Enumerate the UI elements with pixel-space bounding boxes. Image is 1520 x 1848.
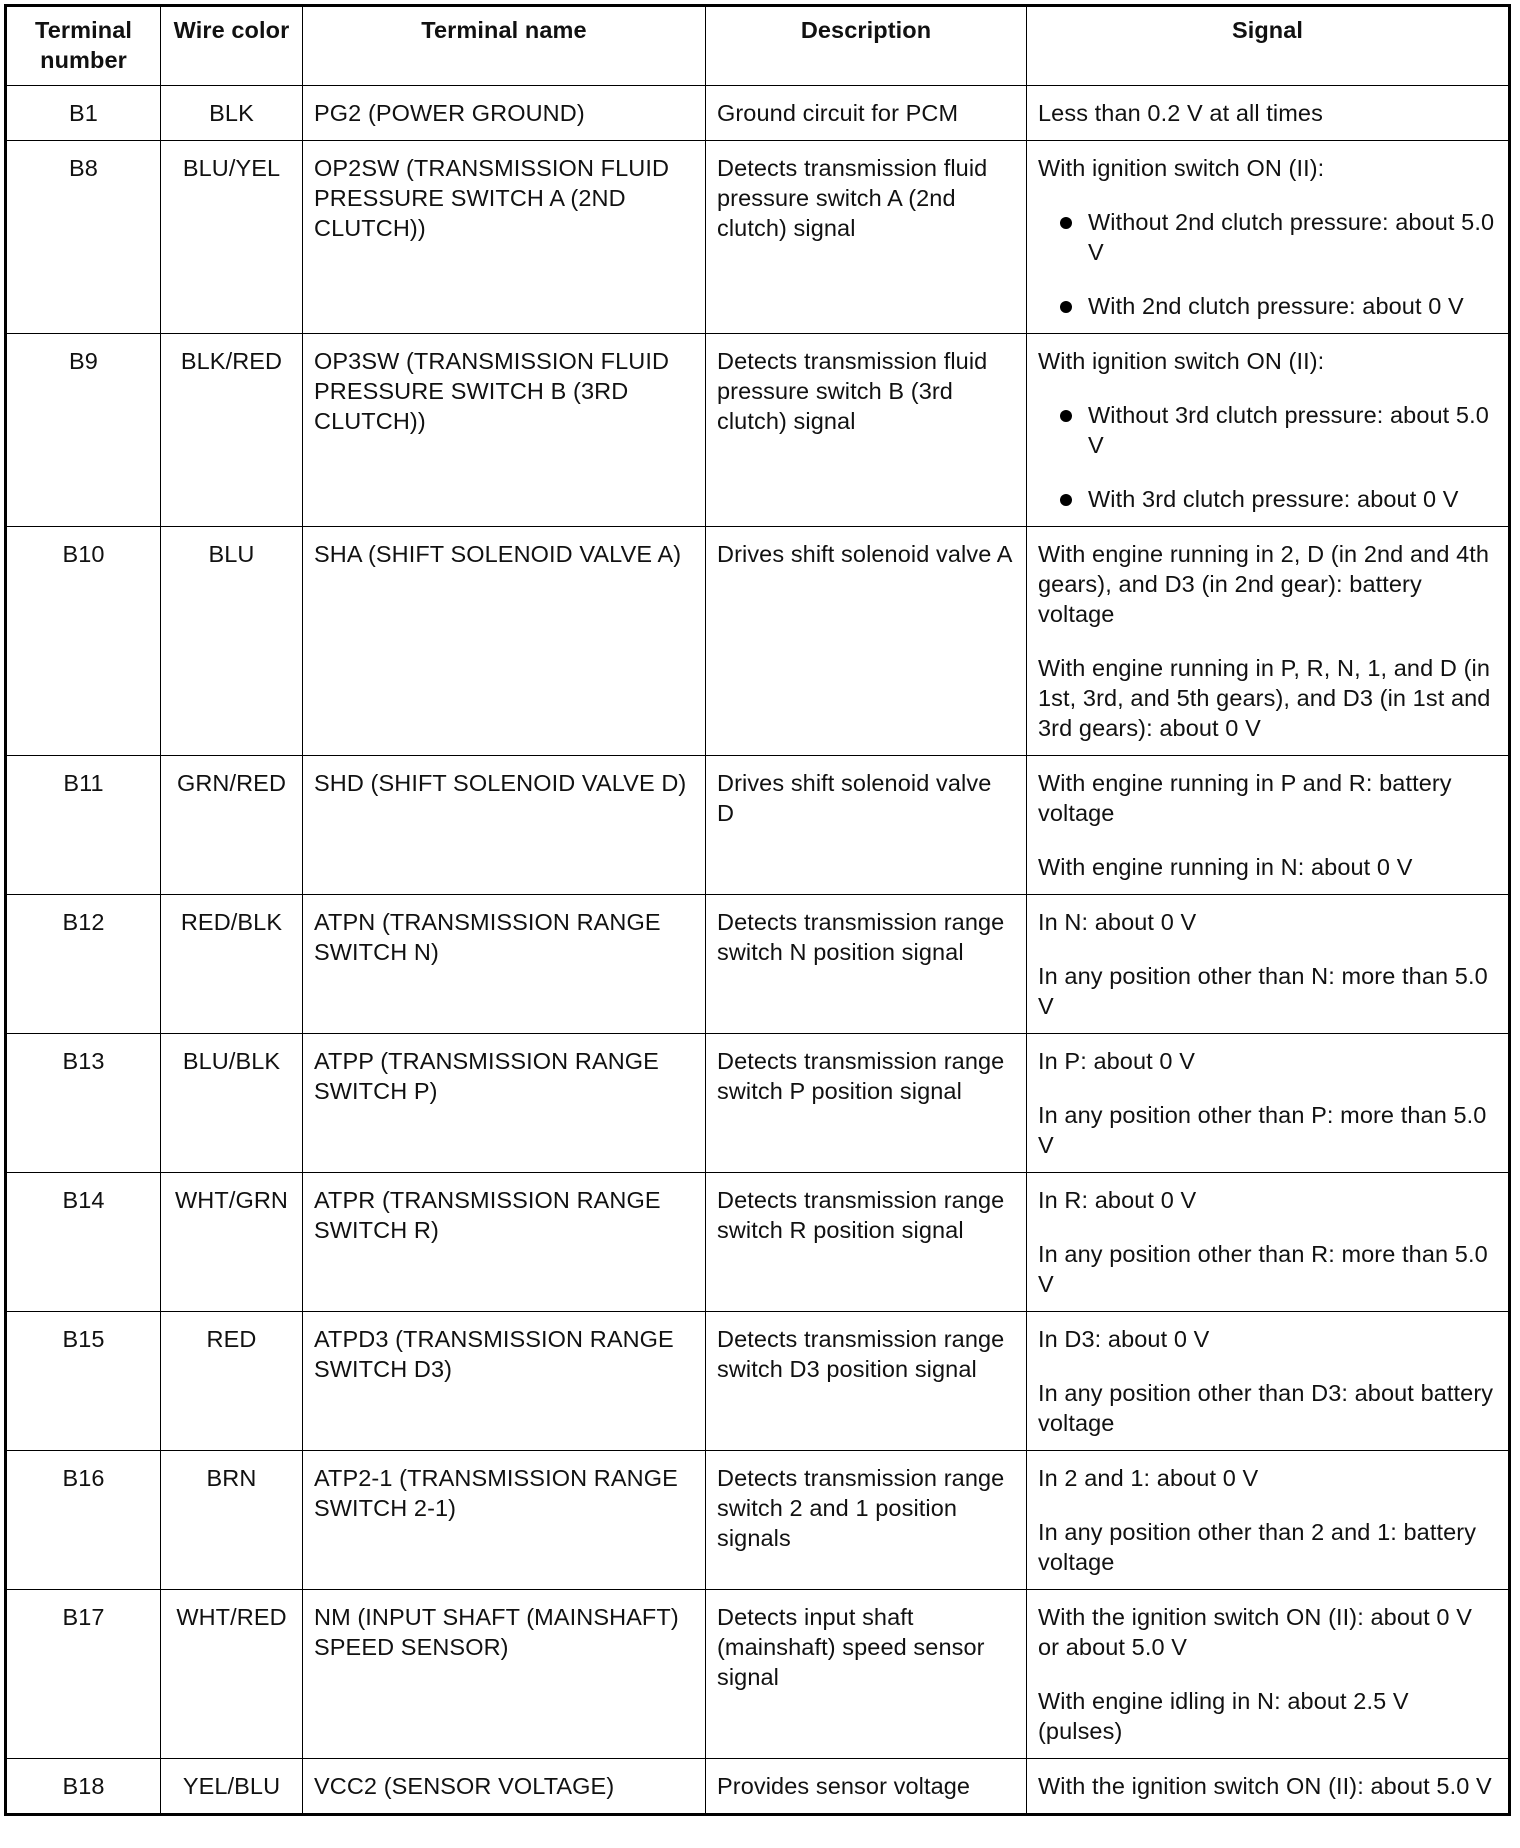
- signal-line: With engine running in N: about 0 V: [1038, 854, 1413, 880]
- signal-line: With the ignition switch ON (II): about 0 V or about 5.0 V: [1038, 1604, 1473, 1660]
- signal-line: In any position other than P: more than 5.0 V: [1038, 1102, 1487, 1158]
- table-row: [6, 86, 1510, 141]
- bullet-dot-icon: [1060, 494, 1072, 506]
- terminal-name-cell: PG2 (POWER GROUND): [303, 86, 706, 141]
- terminal-number-cell: B16: [6, 1451, 161, 1590]
- signal-line: In any position other than N: more than 5.0 V: [1038, 963, 1488, 1019]
- wire-color-cell: YEL/BLU: [161, 1759, 303, 1815]
- terminal-name-cell: SHD (SHIFT SOLENOID VALVE D): [303, 756, 706, 895]
- wire-color-cell: GRN/RED: [161, 756, 303, 895]
- terminal-name-cell: ATPD3 (TRANSMISSION RANGE SWITCH D3): [303, 1312, 706, 1451]
- terminal-number-cell: B14: [6, 1173, 161, 1312]
- description-cell: Ground circuit for PCM: [706, 86, 1027, 141]
- signal-bullet-text: With 3rd clutch pressure: about 0 V: [1088, 486, 1459, 512]
- table-row: [6, 895, 1510, 1034]
- wire-color-cell: BLU/BLK: [161, 1034, 303, 1173]
- wire-color-cell: RED: [161, 1312, 303, 1451]
- table-row: [6, 334, 1510, 527]
- table-row: [6, 1173, 1510, 1312]
- signal-cell: [1027, 1034, 1510, 1173]
- terminal-number-cell: B11: [6, 756, 161, 895]
- description-cell: Detects input shaft (mainshaft) speed sensor signal: [706, 1590, 1027, 1759]
- header-terminal-name: Terminal name: [303, 6, 706, 86]
- signal-bullet-item: [1038, 207, 1497, 267]
- signal-line: With engine running in 2, D (in 2nd and 4th gears), and D3 (in 2nd gear): battery voltage: [1038, 541, 1490, 627]
- terminal-table: [4, 4, 1511, 1816]
- description-cell: Drives shift solenoid valve D: [706, 756, 1027, 895]
- header-row: [6, 6, 1510, 86]
- terminal-number-cell: B12: [6, 895, 161, 1034]
- signal-cell: [1027, 756, 1510, 895]
- wire-color-cell: RED/BLK: [161, 895, 303, 1034]
- signal-bullet-text: With 2nd clutch pressure: about 0 V: [1088, 293, 1464, 319]
- signal-bullet-item: [1038, 400, 1497, 460]
- description-cell: Detects transmission range switch D3 position signal: [706, 1312, 1027, 1451]
- wire-color-cell: BLU/YEL: [161, 141, 303, 334]
- terminal-number-cell: B13: [6, 1034, 161, 1173]
- signal-cell: [1027, 895, 1510, 1034]
- terminal-name-cell: ATPP (TRANSMISSION RANGE SWITCH P): [303, 1034, 706, 1173]
- signal-line: With the ignition switch ON (II): about 5.0 V: [1038, 1773, 1492, 1799]
- signal-cell: [1027, 1759, 1510, 1815]
- signal-cell: [1027, 527, 1510, 756]
- table-row: [6, 756, 1510, 895]
- terminal-number-cell: B15: [6, 1312, 161, 1451]
- terminal-name-cell: VCC2 (SENSOR VOLTAGE): [303, 1759, 706, 1815]
- table-row: [6, 1312, 1510, 1451]
- terminal-name-cell: SHA (SHIFT SOLENOID VALVE A): [303, 527, 706, 756]
- signal-cell: [1027, 1312, 1510, 1451]
- wire-color-cell: BLK: [161, 86, 303, 141]
- description-cell: Detects transmission fluid pressure switch B (3rd clutch) signal: [706, 334, 1027, 527]
- signal-cell: [1027, 1590, 1510, 1759]
- signal-line: With engine running in P, R, N, 1, and D (in 1st, 3rd, and 5th gears), and D3 (in 1st and 3rd gears): about 0 V: [1038, 655, 1491, 741]
- terminal-number-cell: B17: [6, 1590, 161, 1759]
- signal-line: In R: about 0 V: [1038, 1187, 1197, 1213]
- signal-line: With engine idling in N: about 2.5 V (pulses): [1038, 1688, 1409, 1744]
- signal-bullet-text: Without 3rd clutch pressure: about 5.0 V: [1088, 402, 1489, 458]
- wire-color-cell: BLU: [161, 527, 303, 756]
- signal-bullet-item: [1038, 291, 1497, 321]
- signal-line: In any position other than R: more than 5.0 V: [1038, 1241, 1488, 1297]
- table-row: [6, 1590, 1510, 1759]
- signal-intro: With ignition switch ON (II):: [1038, 348, 1325, 374]
- signal-bullet-item: [1038, 484, 1497, 514]
- terminal-number-cell: B8: [6, 141, 161, 334]
- header-description: Description: [706, 6, 1027, 86]
- signal-line: Less than 0.2 V at all times: [1038, 100, 1323, 126]
- wire-color-cell: BRN: [161, 1451, 303, 1590]
- signal-line: In any position other than 2 and 1: battery voltage: [1038, 1519, 1477, 1575]
- signal-bullet-list: [1038, 207, 1497, 321]
- table-row: [6, 1759, 1510, 1815]
- signal-line: With engine running in P and R: battery voltage: [1038, 770, 1452, 826]
- description-cell: Drives shift solenoid valve A: [706, 527, 1027, 756]
- terminal-name-cell: OP3SW (TRANSMISSION FLUID PRESSURE SWITCH B (3RD CLUTCH)): [303, 334, 706, 527]
- terminal-number-cell: B18: [6, 1759, 161, 1815]
- table-row: [6, 1034, 1510, 1173]
- signal-cell: [1027, 141, 1510, 334]
- description-cell: Detects transmission fluid pressure switch A (2nd clutch) signal: [706, 141, 1027, 334]
- terminal-name-cell: ATPR (TRANSMISSION RANGE SWITCH R): [303, 1173, 706, 1312]
- table-row: [6, 527, 1510, 756]
- signal-line: In N: about 0 V: [1038, 909, 1197, 935]
- description-cell: Provides sensor voltage: [706, 1759, 1027, 1815]
- signal-line: In 2 and 1: about 0 V: [1038, 1465, 1259, 1491]
- signal-bullet-list: [1038, 400, 1497, 514]
- signal-cell: [1027, 334, 1510, 527]
- terminal-number-cell: B1: [6, 86, 161, 141]
- terminal-name-cell: OP2SW (TRANSMISSION FLUID PRESSURE SWITCH A (2ND CLUTCH)): [303, 141, 706, 334]
- table-row: [6, 1451, 1510, 1590]
- signal-cell: [1027, 1173, 1510, 1312]
- header-terminal-number: Terminal number: [6, 6, 161, 86]
- terminal-table-sheet: [4, 4, 1511, 1816]
- signal-bullet-text: Without 2nd clutch pressure: about 5.0 V: [1088, 209, 1495, 265]
- description-cell: Detects transmission range switch P position signal: [706, 1034, 1027, 1173]
- bullet-dot-icon: [1060, 217, 1072, 229]
- signal-intro: With ignition switch ON (II):: [1038, 155, 1325, 181]
- signal-line: In P: about 0 V: [1038, 1048, 1195, 1074]
- description-cell: Detects transmission range switch N position signal: [706, 895, 1027, 1034]
- terminal-number-cell: B10: [6, 527, 161, 756]
- signal-cell: [1027, 86, 1510, 141]
- table-row: [6, 141, 1510, 334]
- signal-line: In any position other than D3: about battery voltage: [1038, 1380, 1494, 1436]
- table-body: [6, 86, 1510, 1815]
- bullet-dot-icon: [1060, 301, 1072, 313]
- header-wire-color: Wire color: [161, 6, 303, 86]
- terminal-name-cell: ATPN (TRANSMISSION RANGE SWITCH N): [303, 895, 706, 1034]
- header-signal: Signal: [1027, 6, 1510, 86]
- terminal-name-cell: NM (INPUT SHAFT (MAINSHAFT) SPEED SENSOR): [303, 1590, 706, 1759]
- terminal-number-cell: B9: [6, 334, 161, 527]
- wire-color-cell: WHT/RED: [161, 1590, 303, 1759]
- wire-color-cell: BLK/RED: [161, 334, 303, 527]
- signal-cell: [1027, 1451, 1510, 1590]
- wire-color-cell: WHT/GRN: [161, 1173, 303, 1312]
- description-cell: Detects transmission range switch R position signal: [706, 1173, 1027, 1312]
- terminal-name-cell: ATP2-1 (TRANSMISSION RANGE SWITCH 2-1): [303, 1451, 706, 1590]
- signal-line: In D3: about 0 V: [1038, 1326, 1210, 1352]
- description-cell: Detects transmission range switch 2 and 1 position signals: [706, 1451, 1027, 1590]
- bullet-dot-icon: [1060, 410, 1072, 422]
